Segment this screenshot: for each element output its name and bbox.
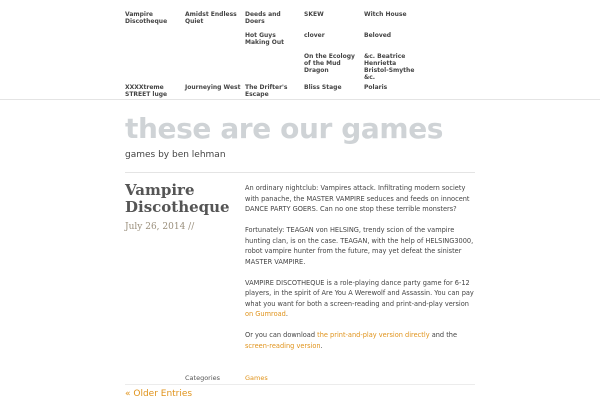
category-link-games[interactable]: Games	[245, 374, 268, 382]
site-description: games by ben lehman	[125, 150, 226, 160]
nav-item-witch-house[interactable]: Witch House	[364, 11, 407, 18]
post-title[interactable]: Vampire Discotheque	[125, 181, 230, 216]
post-paragraph: Fortunately: TEAGAN von HELSING, trendy scion of the vampire hunting clan, is on the case. TEAGAN, with the help of HELSING3000, robot vampire hunter from the future, may yet defeat the sinister MASTER VAMPIRE.	[245, 226, 474, 266]
nav-item-skew[interactable]: SKEW	[304, 11, 324, 18]
post-date: July 26, 2014 //	[125, 222, 195, 232]
nav-item-beatrice-henrietta[interactable]: &c. Beatrice Henrietta Bristol-Smythe &c.	[364, 53, 415, 81]
post-paragraph: An ordinary nightclub: Vampires attack. Infiltrating modern society with panache, the MASTER VAMPIRE seduces and feeds on innocent DANCE PARTY GOERS. Can no one stop these terrible monsters?	[245, 184, 470, 213]
nav-item-bliss-stage[interactable]: Bliss Stage	[304, 84, 342, 91]
post-text: .	[320, 341, 323, 350]
post-paragraph	[245, 278, 475, 320]
post-text: .	[285, 310, 288, 318]
nav-item-polaris[interactable]: Polaris	[364, 84, 388, 91]
post-text: and the	[429, 331, 458, 339]
nav-item-deeds-and-doers[interactable]: Deeds and Doers	[245, 11, 281, 25]
nav-item-xxxxtreme-street-luge[interactable]: XXXXtreme STREET luge	[125, 84, 168, 98]
post-paragraph	[245, 330, 475, 351]
main-navigation	[0, 0, 600, 100]
print-and-play-link[interactable]: the print-and-play version directly	[317, 331, 430, 339]
nav-item-beloved[interactable]: Beloved	[364, 32, 392, 39]
screen-reading-link[interactable]: screen-reading version	[245, 341, 321, 350]
header-divider	[125, 172, 475, 173]
categories-label: Categories	[185, 374, 221, 382]
nav-item-vampire-discotheque[interactable]: Vampire Discotheque	[125, 11, 168, 25]
nav-item-amidst-endless-quiet[interactable]: Amidst Endless Quiet	[185, 11, 237, 25]
nav-item-clover[interactable]: clover	[304, 32, 325, 39]
nav-item-ecology-of-the-mud-dragon[interactable]: On the Ecology of the Mud Dragon	[304, 53, 355, 74]
gumroad-link[interactable]: on Gumroad	[245, 310, 286, 318]
post-text: VAMPIRE DISCOTHEQUE is a role-playing dance party game for 6-12 players, in the spirit of Are You A Werewolf and Assassin. You can pay what you want for both a screen-reading and print-and-play version	[245, 278, 474, 308]
post-text: Or you can download	[245, 331, 318, 339]
older-entries-link[interactable]: « Older Entries	[125, 389, 193, 399]
nav-item-drifters-escape[interactable]: The Drifter's Escape	[245, 84, 288, 98]
post-meta-divider	[125, 384, 475, 385]
nav-item-journeying-west[interactable]: Journeying West	[185, 84, 241, 91]
nav-item-hot-guys-making-out[interactable]: Hot Guys Making Out	[245, 32, 284, 46]
site-title[interactable]: these are our games	[125, 112, 444, 145]
post-content	[245, 183, 475, 362]
